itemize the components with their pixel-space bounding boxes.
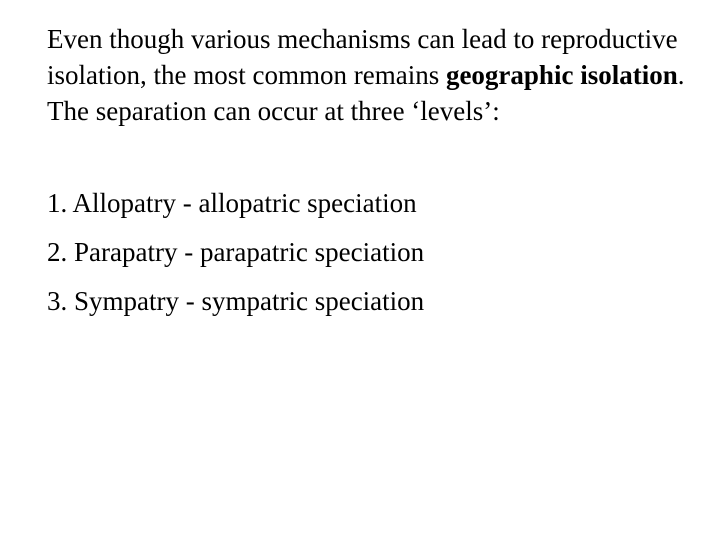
- speciation-levels-list: [47, 185, 707, 332]
- intro-text-before: Even though various mechanisms can lead to reproductive isolation, the most common remains: [47, 24, 678, 90]
- list-item-allopatry: 1. Allopatry - allopatric speciation: [47, 188, 417, 218]
- bold-term-geographic-isolation: geographic isolation: [445, 60, 678, 90]
- list-item-sympatry: 3. Sympatry - sympatric speciation: [47, 286, 425, 316]
- intro-paragraph: [47, 21, 707, 129]
- intro-text-after: . The separation can occur at three ‘levels’:: [47, 60, 685, 126]
- list-item-parapatry: 2. Parapatry - parapatric speciation: [47, 237, 425, 267]
